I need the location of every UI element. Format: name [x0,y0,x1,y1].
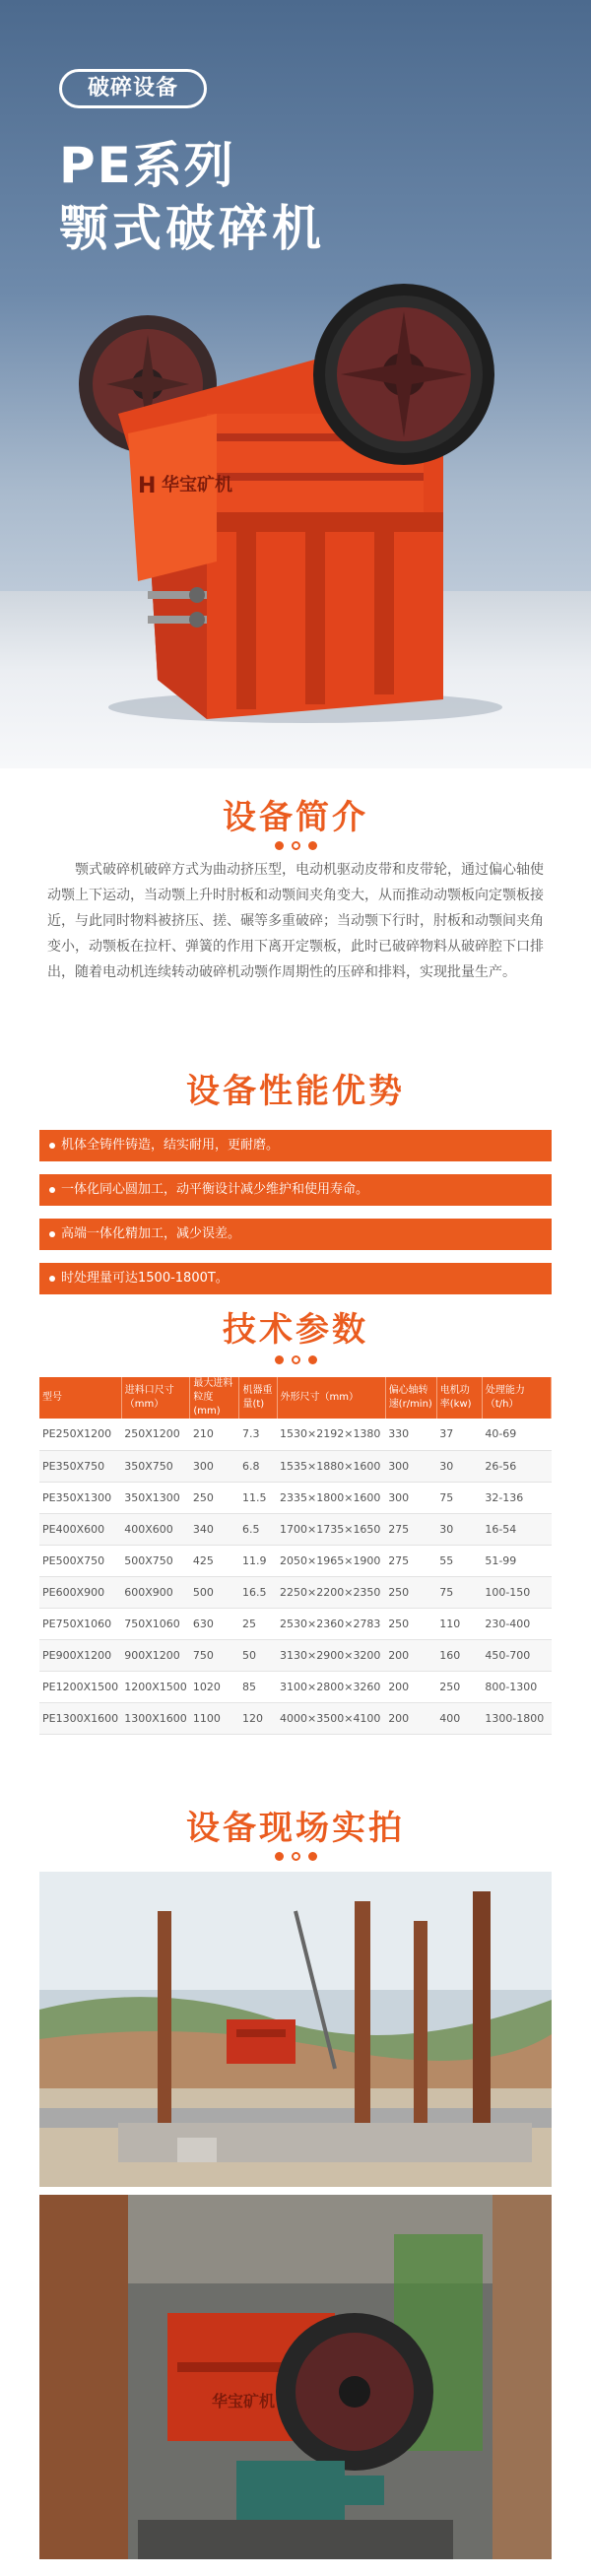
table-cell: 900X1200 [121,1639,190,1671]
table-cell: PE350X750 [39,1450,121,1482]
advantage-item: 时处理量可达1500-1800T。 [39,1263,552,1294]
table-cell: 300 [385,1450,436,1482]
table-cell: 750 [190,1639,239,1671]
intro-heading-dots [0,835,591,849]
site-heading: 设备现场实拍 [186,1809,405,1848]
dot-icon [308,1355,317,1364]
advantage-item: 机体全铸件铸造，结实耐用，更耐磨。 [39,1130,552,1161]
table-cell: 250 [436,1671,482,1702]
category-tag: 破碎设备 [59,69,207,108]
table-cell: 6.5 [239,1513,277,1545]
table-cell: 210 [190,1419,239,1450]
table-cell: 1535×1880×1600 [277,1450,385,1482]
table-cell: 600X900 [121,1576,190,1608]
col-shaft-speed: 偏心轴转速(r/min) [385,1377,436,1419]
right-flywheel [313,284,494,465]
table-row [39,1702,552,1734]
table-cell: 2250×2200×2350 [277,1576,385,1608]
table-row [39,1513,552,1545]
table-row [39,1608,552,1639]
table-row [39,1450,552,1482]
table-cell: 250 [385,1576,436,1608]
table-cell: 1700×1735×1650 [277,1513,385,1545]
table-row [39,1639,552,1671]
table-cell: 350X750 [121,1450,190,1482]
table-cell: 100-150 [482,1576,551,1608]
hero-banner [0,0,591,768]
table-cell: 250X1200 [121,1419,190,1450]
table-row [39,1576,552,1608]
table-cell: PE1300X1600 [39,1702,121,1734]
specs-heading: 技术参数 [223,1310,368,1350]
table-cell: 1300X1600 [121,1702,190,1734]
table-cell: 350X1300 [121,1482,190,1513]
hero-title-product: 颚式破碎机 [59,200,325,257]
table-cell: 230-400 [482,1608,551,1639]
table-cell: 85 [239,1671,277,1702]
table-cell: 400X600 [121,1513,190,1545]
table-cell: 55 [436,1545,482,1576]
table-cell: 26-56 [482,1450,551,1482]
table-cell: 1100 [190,1702,239,1734]
advantage-item: 一体化同心圆加工，动平衡设计减少维护和使用寿命。 [39,1174,552,1206]
dot-icon [275,1355,284,1364]
site-photo-1 [39,1872,552,2187]
table-cell: 1300-1800 [482,1702,551,1734]
table-cell: 200 [385,1671,436,1702]
table-cell: 630 [190,1608,239,1639]
site-heading-dots [0,1846,591,1860]
intro-paragraph: 颚式破碎机破碎方式为曲动挤压型，电动机驱动皮带和皮带轮，通过偏心轴使动颚上下运动，当动颚上升时肘板和动颚间夹角变大，从而推动动颚板向定颚板接近，与此同时物料被挤压、搓、碾等多重破碎；当动颚下行时，肘板和动颚间夹角变小，动颚板在拉杆、弹簧的作用下离开定颚板，此时已破碎物料从破碎腔下口排出，随着电动机连续转动破碎机动颚作周期性的压碎和排料，实现批量生产。 [47,862,544,980]
col-capacity: 处理能力（t/h） [482,1377,551,1419]
table-cell: PE750X1060 [39,1608,121,1639]
table-cell: 6.8 [239,1450,277,1482]
table-cell: 450-700 [482,1639,551,1671]
table-row [39,1671,552,1702]
table-cell: 25 [239,1608,277,1639]
dot-icon [308,841,317,850]
col-feed-opening: 进料口尺寸（mm） [121,1377,190,1419]
advantage-item: 高端一体化精加工，减少误差。 [39,1219,552,1250]
table-cell: PE250X1200 [39,1419,121,1450]
specs-table-body [39,1419,552,1734]
table-cell: 275 [385,1513,436,1545]
table-cell: 30 [436,1513,482,1545]
jaw-crusher-illustration [79,266,512,729]
table-cell: 40-69 [482,1419,551,1450]
advantages-heading: 设备性能优势 [186,1072,405,1111]
dot-icon [292,841,300,850]
table-cell: 300 [190,1450,239,1482]
table-cell: 30 [436,1450,482,1482]
table-cell: 3130×2900×3200 [277,1639,385,1671]
table-cell: 800-1300 [482,1671,551,1702]
table-cell: 500X750 [121,1545,190,1576]
col-weight: 机器重量(t) [239,1377,277,1419]
table-cell: 330 [385,1419,436,1450]
table-cell: 50 [239,1639,277,1671]
table-header-row [39,1377,552,1419]
table-cell: 200 [385,1639,436,1671]
dot-icon [292,1852,300,1861]
table-cell: 16-54 [482,1513,551,1545]
photo-brand-text: 华宝矿机 [212,2392,276,2411]
table-cell: 1530×2192×1380 [277,1419,385,1450]
table-cell: 400 [436,1702,482,1734]
table-cell: PE900X1200 [39,1639,121,1671]
table-cell: 2530×2360×2783 [277,1608,385,1639]
table-cell: 300 [385,1482,436,1513]
table-cell: 1020 [190,1671,239,1702]
table-cell: 75 [436,1576,482,1608]
table-cell: 340 [190,1513,239,1545]
table-cell: PE600X900 [39,1576,121,1608]
col-motor-power: 电机功率(kw) [436,1377,482,1419]
table-cell: 37 [436,1419,482,1450]
table-cell: 11.5 [239,1482,277,1513]
table-cell: PE500X750 [39,1545,121,1576]
table-cell: 32-136 [482,1482,551,1513]
table-cell: 250 [190,1482,239,1513]
col-model: 型号 [39,1377,121,1419]
table-cell: 1200X1500 [121,1671,190,1702]
table-cell: 110 [436,1608,482,1639]
table-cell: 51-99 [482,1545,551,1576]
table-cell: 160 [436,1639,482,1671]
machine-brand-logo: H [138,474,157,498]
table-cell: 2050×1965×1900 [277,1545,385,1576]
table-cell: PE1200X1500 [39,1671,121,1702]
dot-icon [308,1852,317,1861]
table-cell: 7.3 [239,1419,277,1450]
table-cell: 4000×3500×4100 [277,1702,385,1734]
site-photo-2 [39,2195,552,2559]
table-cell: 500 [190,1576,239,1608]
col-dimensions: 外形尺寸（mm） [277,1377,385,1419]
table-cell: 425 [190,1545,239,1576]
table-cell: 3100×2800×3260 [277,1671,385,1702]
table-cell: 75 [436,1482,482,1513]
table-row [39,1482,552,1513]
table-cell: 200 [385,1702,436,1734]
table-cell: 750X1060 [121,1608,190,1639]
hero-title-series: PE系列 [59,137,235,194]
table-cell: 250 [385,1608,436,1639]
dot-icon [292,1355,300,1364]
table-cell: 120 [239,1702,277,1734]
table-cell: 16.5 [239,1576,277,1608]
specs-heading-dots [0,1350,591,1363]
specs-table [39,1377,552,1735]
intro-heading: 设备简介 [223,798,368,837]
table-cell: 11.9 [239,1545,277,1576]
col-max-feed: 最大进料粒度(mm) [190,1377,239,1419]
table-row [39,1545,552,1576]
table-cell: PE350X1300 [39,1482,121,1513]
table-row [39,1419,552,1450]
dot-icon [275,841,284,850]
dot-icon [275,1852,284,1861]
advantages-list [39,1130,552,1307]
table-cell: 2335×1800×1600 [277,1482,385,1513]
table-cell: PE400X600 [39,1513,121,1545]
table-cell: 275 [385,1545,436,1576]
machine-brand-text: 华宝矿机 [162,475,232,495]
